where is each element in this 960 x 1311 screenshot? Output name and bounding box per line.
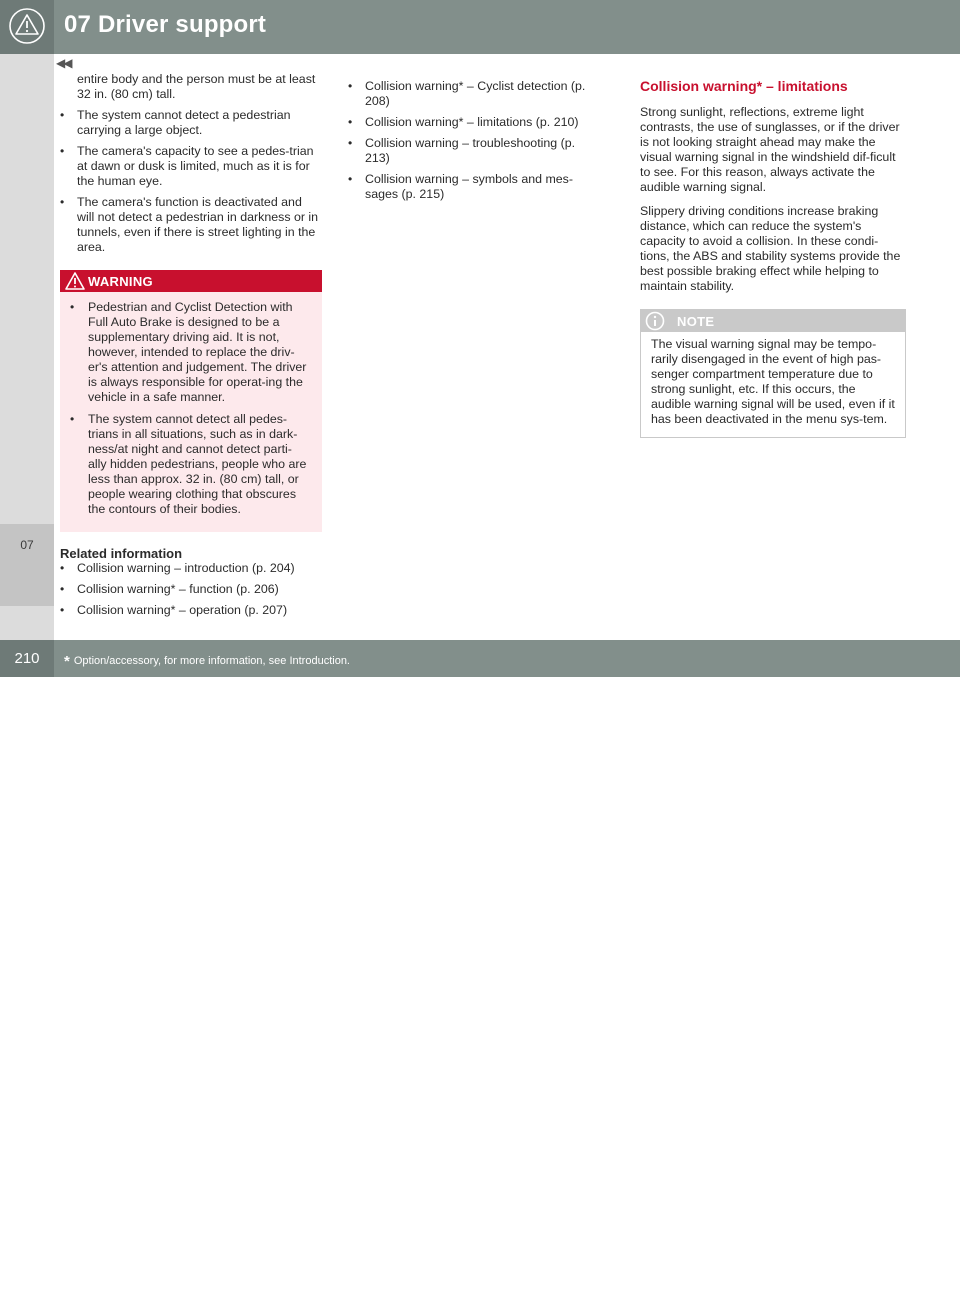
warning-label: WARNING <box>88 274 153 289</box>
related-info-heading: Related information <box>60 546 183 561</box>
note-box <box>640 309 906 438</box>
warning-triangle-icon <box>65 271 85 291</box>
related-links-list <box>60 561 322 618</box>
column-3 <box>640 79 906 438</box>
related-link[interactable]: • Collision warning – troubleshooting (p. 213) <box>348 136 598 166</box>
column-2 <box>348 79 598 208</box>
page-footer <box>0 640 960 1310</box>
paragraph: Strong sunlight, reflections, extreme light contrasts, the use of sunglasses, or if the driver is not looking straight ahead may make the visual warning signal in the windshield dif-ficult to see. For this reason, always activate the audible warning signal. <box>640 105 900 194</box>
note-header <box>641 310 905 332</box>
list-item: • The system cannot detect a pedestrian carrying a large object. <box>60 108 322 138</box>
column-1 <box>60 72 322 624</box>
limitations-list <box>60 108 322 255</box>
paragraph: Slippery driving conditions increase braking distance, which can reduce the system's capacity to avoid a collision. In these condi-tions, the ABS and stability systems provide the best possible braking effect while helping to maintain stability. <box>640 204 901 293</box>
chapter-number: 07 <box>20 538 34 552</box>
footnote-text: Option/accessory, for more information, see Introduction. <box>73 655 350 667</box>
related-link[interactable]: • Collision warning – symbols and mes-sages (p. 215) <box>348 172 598 202</box>
list-item: • The system cannot detect all pedes-trians in all situations, such as in dark-ness/at night and cannot detect parti-ally hidden pedestrians, people who are less than approx. 32 in. (80 cm) tall, or people wearing clothing that obscures the contours of their bodies. <box>70 412 308 517</box>
chapter-tab[interactable] <box>0 524 54 606</box>
footnote-star: * <box>64 653 70 670</box>
note-label: NOTE <box>677 314 715 329</box>
related-link[interactable]: • Collision warning – introduction (p. 204) <box>60 561 322 576</box>
section-title: Collision warning* – limitations <box>640 78 848 94</box>
watermark: carmanualsonline.info <box>740 1290 942 1310</box>
related-link[interactable]: • Collision warning* – Cyclist detection (p. 208) <box>348 79 598 109</box>
warning-triangle-icon <box>8 7 46 45</box>
related-link[interactable]: • Collision warning* – limitations (p. 210) <box>348 115 598 130</box>
list-item: • Pedestrian and Cyclist Detection with Full Auto Brake is designed to be a supplementary driving aid. It is not, however, intended to replace the driv-er's attention and judgement. The driver is always responsible for operat-ing the vehicle in a safe manner. <box>70 300 308 405</box>
footnote <box>64 653 350 670</box>
page-number: 210 <box>14 650 40 667</box>
related-link[interactable]: • Collision warning* – operation (p. 207) <box>60 603 322 618</box>
warning-header <box>60 270 322 292</box>
list-item: • The camera's function is deactivated and will not detect a pedestrian in darkness or in tunnels, even if there is street lighting in the area. <box>60 195 322 255</box>
warning-box <box>60 270 322 532</box>
warning-list <box>60 292 322 517</box>
note-text: The visual warning signal may be tempo-rarily disengaged in the event of high pas-senger compartment temperature due to strong sunlight, etc. If this occurs, the audible warning signal will be used, even if it has been deactivated in the menu sys-tem. <box>651 337 895 426</box>
info-icon <box>645 311 665 331</box>
page-number-box <box>0 640 54 677</box>
chapter-rail <box>0 54 54 640</box>
header-icon-box <box>0 0 54 54</box>
list-item: • The camera's capacity to see a pedes-trian at dawn or dusk is limited, much as it is for the human eye. <box>60 144 322 189</box>
related-link[interactable]: • Collision warning* – function (p. 206) <box>60 582 322 597</box>
page-title: 07 Driver support <box>64 11 267 38</box>
related-links-list <box>348 79 598 202</box>
continued-text: entire body and the person must be at least 32 in. (80 cm) tall. <box>77 72 316 101</box>
back-arrows-icon[interactable]: ◀◀ <box>56 56 71 70</box>
page-header <box>0 0 960 54</box>
